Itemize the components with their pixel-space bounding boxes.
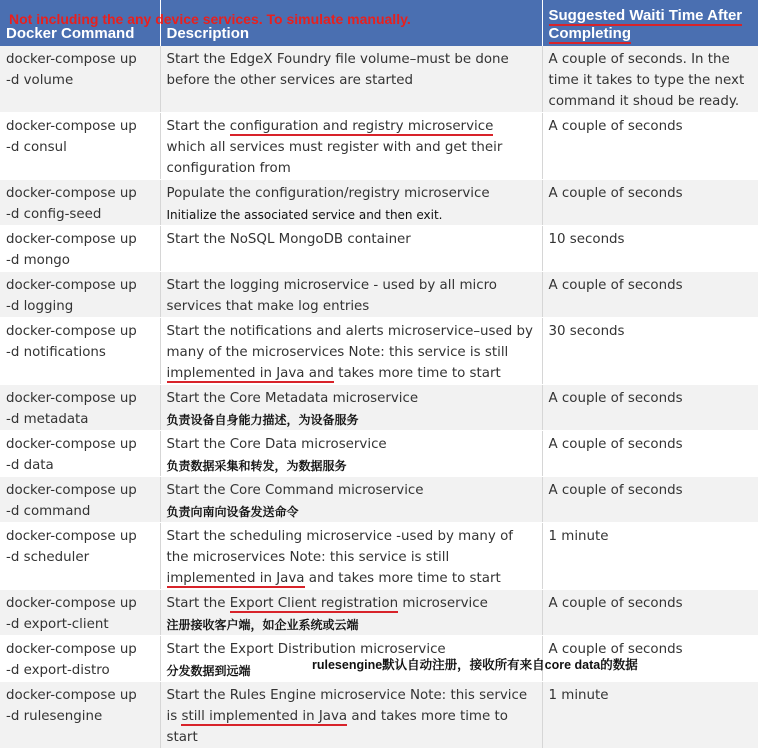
description-text: Start the NoSQL MongoDB container bbox=[166, 232, 411, 247]
description-text: Start the bbox=[166, 596, 230, 611]
command-flag-text: -d data bbox=[6, 458, 54, 473]
wait-time-cell bbox=[542, 46, 758, 113]
wait-time-text: A couple of seconds bbox=[548, 186, 683, 201]
table-row bbox=[0, 477, 758, 523]
wait-time-text: A couple of seconds. In the time it takes to type the next command it shoud be ready. bbox=[548, 52, 745, 109]
description-note: 负责数据采集和转发，为数据服务 bbox=[166, 459, 347, 473]
command-text: docker-compose up bbox=[6, 483, 137, 498]
command-text: docker-compose up bbox=[6, 642, 137, 657]
description-text-end: microservice bbox=[398, 596, 488, 611]
command-flag-text: -d mongo bbox=[6, 253, 71, 268]
description-text: Start the EdgeX Foundry file volume–must be done before the other services are started bbox=[166, 52, 509, 88]
wait-time-cell bbox=[542, 113, 758, 180]
header-wait-line1: Suggested Waiti Time After bbox=[548, 7, 743, 24]
description-cell bbox=[160, 523, 542, 590]
description-text: Start the Core Command microservice bbox=[166, 483, 424, 498]
header-wait-line2: Completing bbox=[548, 25, 631, 42]
command-flag-text: -d notifications bbox=[6, 345, 106, 360]
command-text: docker-compose up bbox=[6, 391, 137, 406]
command-text: docker-compose up bbox=[6, 688, 137, 703]
description-note: 负责向南向设备发送命令 bbox=[166, 505, 299, 519]
description-cell bbox=[160, 113, 542, 180]
table-row bbox=[0, 226, 758, 272]
description-cell bbox=[160, 590, 542, 636]
command-flag-text: -d logging bbox=[6, 299, 74, 314]
command-flag-text: -d config-seed bbox=[6, 207, 102, 222]
command-text: docker-compose up bbox=[6, 529, 137, 544]
command-cell bbox=[0, 272, 160, 318]
table-row bbox=[0, 180, 758, 226]
description-text: Start the bbox=[166, 119, 230, 134]
command-cell bbox=[0, 226, 160, 272]
header-docker-command: Docker Command bbox=[0, 0, 160, 46]
wait-time-cell bbox=[542, 682, 758, 749]
description-text-end: and takes more time to start bbox=[304, 571, 501, 586]
command-flag-text: -d scheduler bbox=[6, 550, 90, 565]
wait-time-text: 1 minute bbox=[548, 529, 609, 544]
description-cell bbox=[160, 272, 542, 318]
table-row bbox=[0, 682, 758, 749]
command-cell bbox=[0, 46, 160, 113]
command-text: docker-compose up bbox=[6, 232, 137, 247]
description-highlight: still implemented in Java bbox=[181, 709, 348, 724]
command-cell bbox=[0, 180, 160, 226]
wait-time-text: 30 seconds bbox=[548, 324, 625, 339]
wait-time-text: A couple of seconds bbox=[548, 483, 683, 498]
description-text: Populate the configuration/registry microservice bbox=[166, 186, 490, 201]
wait-time-cell bbox=[542, 590, 758, 636]
description-text: Start the Core Metadata microservice bbox=[166, 391, 419, 406]
command-text: docker-compose up bbox=[6, 119, 137, 134]
description-cell bbox=[160, 226, 542, 272]
command-cell bbox=[0, 636, 160, 682]
description-text: Start the notifications and alerts microservice–used by many of the microservices Note: this service is still bbox=[166, 324, 533, 360]
annotation-rules-note: rulesengine默认自动注册，接收所有来自core data的数据 bbox=[312, 658, 638, 672]
wait-time-cell bbox=[542, 523, 758, 590]
wait-time-cell bbox=[542, 226, 758, 272]
wait-time-text: A couple of seconds bbox=[548, 596, 683, 611]
description-cell bbox=[160, 385, 542, 431]
description-note: 注册接收客户端，如企业系统或云端 bbox=[166, 618, 359, 632]
command-flag-text: -d rulesengine bbox=[6, 709, 103, 724]
description-highlight: implemented in Java bbox=[166, 571, 305, 586]
description-cell bbox=[160, 477, 542, 523]
description-highlight: configuration and registry microservice bbox=[229, 119, 494, 134]
command-cell bbox=[0, 113, 160, 180]
description-highlight: Export Client registration bbox=[229, 596, 399, 611]
wait-time-text: A couple of seconds bbox=[548, 642, 683, 657]
wait-time-cell bbox=[542, 318, 758, 385]
command-cell bbox=[0, 523, 160, 590]
command-cell bbox=[0, 318, 160, 385]
description-cell bbox=[160, 682, 542, 749]
table-row bbox=[0, 113, 758, 180]
command-flag-text: -d command bbox=[6, 504, 91, 519]
annotation-top-note: Not including the any device services. To simulate manually. bbox=[9, 11, 411, 27]
command-text: docker-compose up bbox=[6, 278, 137, 293]
description-text-end: takes more time to start bbox=[333, 366, 501, 381]
table-row bbox=[0, 431, 758, 477]
wait-time-cell bbox=[542, 385, 758, 431]
description-cell bbox=[160, 318, 542, 385]
command-flag-text: -d metadata bbox=[6, 412, 89, 427]
description-note: 负责设备自身能力描述，为设备服务 bbox=[166, 413, 359, 427]
wait-time-text: A couple of seconds bbox=[548, 391, 683, 406]
description-cell bbox=[160, 46, 542, 113]
table-row bbox=[0, 272, 758, 318]
description-text-end: and takes more time to start bbox=[166, 709, 508, 745]
command-cell bbox=[0, 385, 160, 431]
wait-time-text: 1 minute bbox=[548, 688, 609, 703]
description-text: Start the Rules Engine microservice Note: this service is bbox=[166, 688, 528, 724]
description-text: Start the Core Data microservice bbox=[166, 437, 387, 452]
description-text: Start the Export Distribution microservice bbox=[166, 642, 446, 657]
header-wait-time bbox=[542, 0, 758, 46]
command-text: docker-compose up bbox=[6, 437, 137, 452]
description-highlight: implemented in Java and bbox=[166, 366, 334, 381]
wait-time-cell bbox=[542, 272, 758, 318]
wait-time-cell bbox=[542, 431, 758, 477]
command-cell bbox=[0, 590, 160, 636]
description-cell bbox=[160, 180, 542, 226]
wait-time-cell bbox=[542, 180, 758, 226]
command-flag-text: -d volume bbox=[6, 73, 74, 88]
description-text-end: which all services must register with and get their configuration from bbox=[166, 140, 503, 176]
command-flag-text: -d export-distro bbox=[6, 663, 110, 678]
command-cell bbox=[0, 477, 160, 523]
command-cell bbox=[0, 682, 160, 749]
wait-time-text: 10 seconds bbox=[548, 232, 625, 247]
command-flag-text: -d export-client bbox=[6, 617, 109, 632]
command-text: docker-compose up bbox=[6, 186, 137, 201]
description-cell bbox=[160, 431, 542, 477]
description-note: Initialize the associated service and then exit. bbox=[166, 208, 443, 222]
command-text: docker-compose up bbox=[6, 596, 137, 611]
table-row bbox=[0, 318, 758, 385]
wait-time-text: A couple of seconds bbox=[548, 278, 683, 293]
command-text: docker-compose up bbox=[6, 324, 137, 339]
description-note: 分发数据到远端 bbox=[166, 664, 251, 678]
header-description: Description bbox=[160, 0, 542, 46]
command-cell bbox=[0, 431, 160, 477]
table-row bbox=[0, 46, 758, 113]
table-row bbox=[0, 385, 758, 431]
description-text: Start the logging microservice - used by all micro services that make log entries bbox=[166, 278, 497, 314]
command-text: docker-compose up bbox=[6, 52, 137, 67]
command-flag-text: -d consul bbox=[6, 140, 67, 155]
description-text: Start the scheduling microservice -used by many of the microservices Note: this service is still bbox=[166, 529, 513, 565]
wait-time-cell bbox=[542, 477, 758, 523]
wait-time-text: A couple of seconds bbox=[548, 119, 683, 134]
wait-time-text: A couple of seconds bbox=[548, 437, 683, 452]
table-row bbox=[0, 523, 758, 590]
table-row bbox=[0, 590, 758, 636]
